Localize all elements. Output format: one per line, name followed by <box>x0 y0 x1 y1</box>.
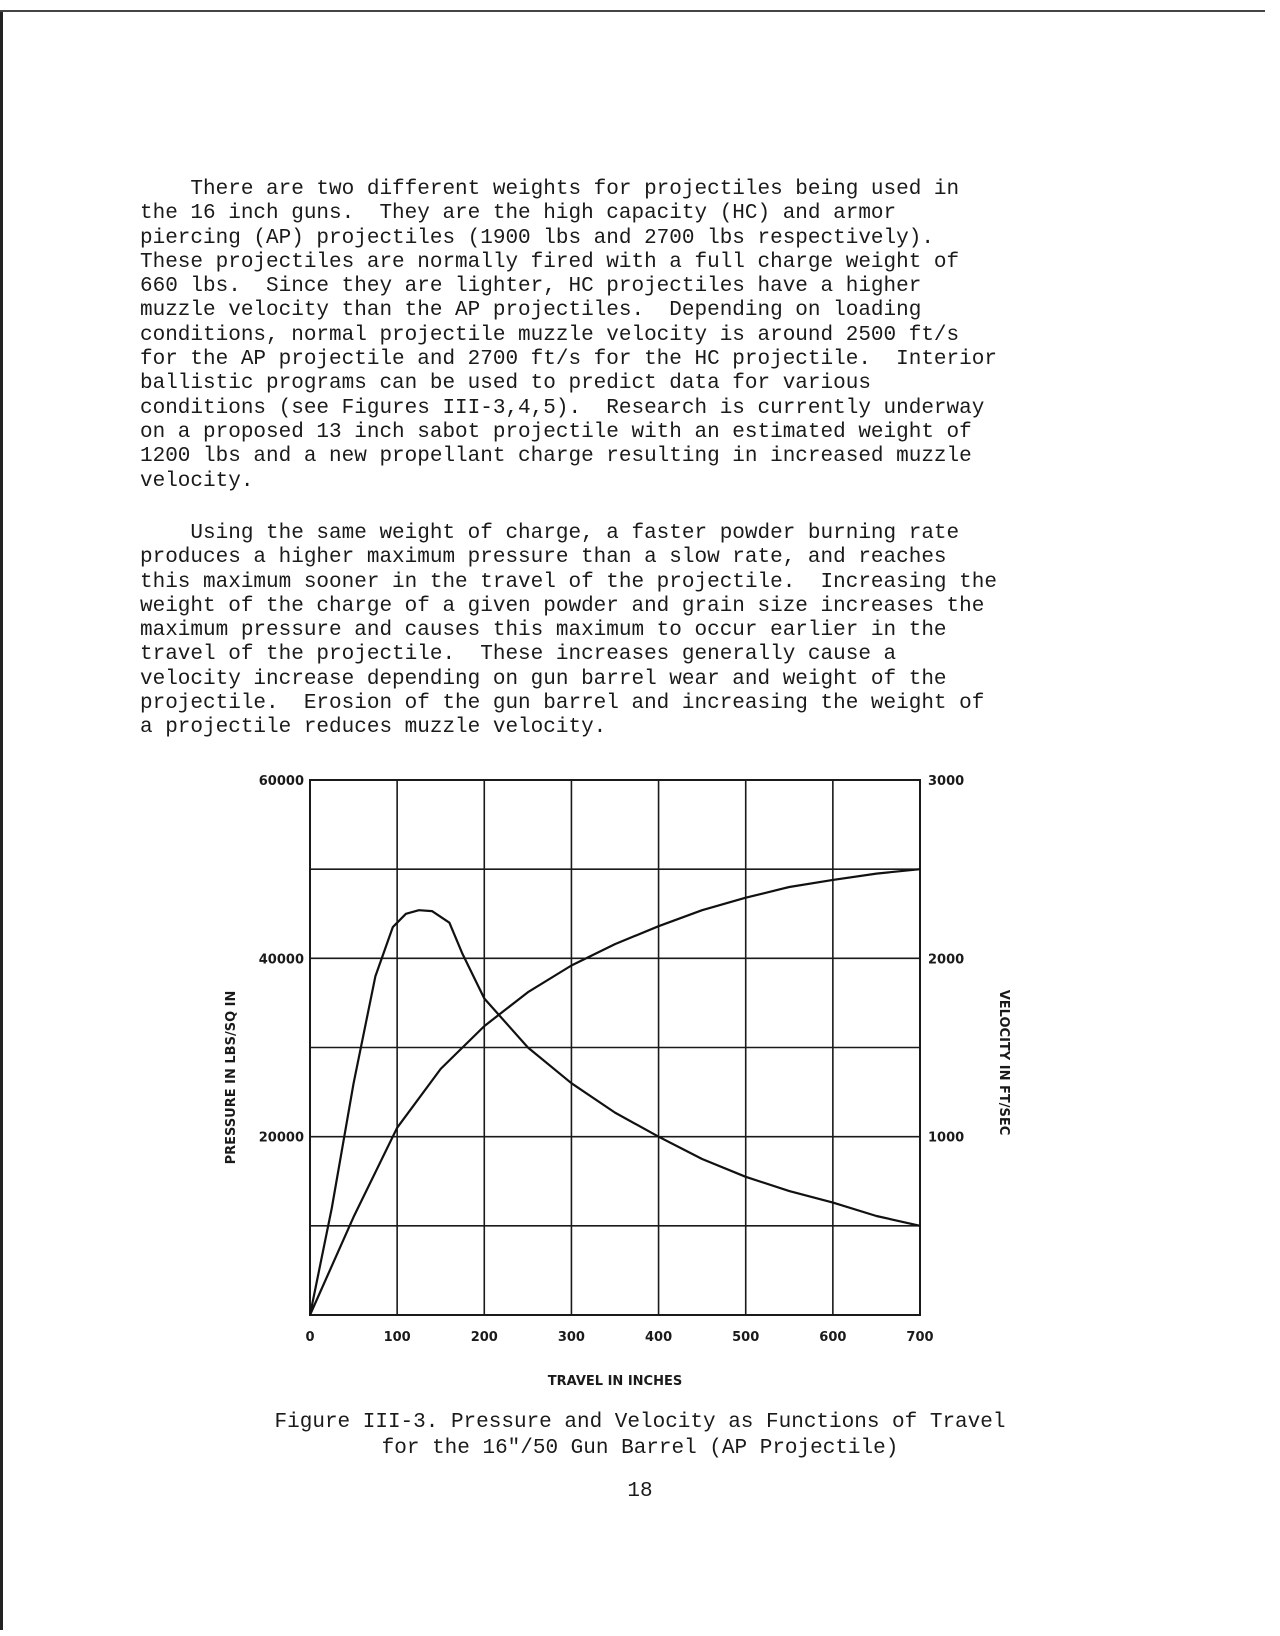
x-axis-label: TRAVEL IN INCHES <box>547 1374 683 1389</box>
x-tick-label: 500 <box>732 1330 760 1345</box>
x-tick-label: 600 <box>819 1330 847 1345</box>
body-paragraph-2: Using the same weight of charge, a faster powder burning rate produces a higher maximum pressure than a slow rate, and reaches this maximum sooner in the travel of the projectile. Increasing the weight of the charge of a given powder and grain size increases the maximum pressure and causes this maximum to occur earlier in the travel of the projectile. These increases generally cause a velocity increase depending on gun barrel wear and weight of the projectile. Erosion of the gun barrel and increasing the weight of a projectile reduces muzzle velocity. <box>140 522 997 740</box>
body-paragraph-1: There are two different weights for projectiles being used in the 16 inch guns. They are the high capacity (HC) and armor piercing (AP) projectiles (1900 lbs and 2700 lbs respectively). These projectiles are normally fired with a full charge weight of 660 lbs. Since they are lighter, HC projectiles have a higher muzzle velocity than the AP projectiles. Depending on loading conditions, normal projectile muzzle velocity is around 2500 ft/s for the AP projectile and 2700 ft/s for the HC projectile. Interior ballistic programs can be used to predict data for various conditions (see Figures III-3,4,5). Research is currently underway on a proposed 13 inch sabot projectile with an estimated weight of 1200 lbs and a new propellant charge resulting in increased muzzle velocity. <box>140 178 997 493</box>
y2-tick-label: 3000 <box>928 774 965 789</box>
x-tick-label: 300 <box>557 1330 585 1345</box>
y-tick-label: 20000 <box>258 1130 304 1146</box>
y-tick-label: 60000 <box>258 774 304 789</box>
chart-curves <box>310 869 920 1315</box>
y-axis-label: PRESSURE IN LBS/SQ IN <box>224 990 239 1165</box>
x-tick-label: 400 <box>645 1330 673 1345</box>
figure-caption-line-2: for the 16"/50 Gun Barrel (AP Projectile) <box>381 1437 899 1460</box>
y2-tick-label: 2000 <box>928 952 965 968</box>
figure-caption-line-1: Figure III-3. Pressure and Velocity as Functions of Travel <box>274 1411 1006 1434</box>
velocity-curve <box>310 869 920 1315</box>
scan-border-top <box>0 10 1265 12</box>
x-tick-label: 700 <box>906 1330 934 1345</box>
chart-ticks <box>259 774 964 1345</box>
x-tick-label: 200 <box>470 1330 498 1345</box>
chart-grid <box>310 780 920 1315</box>
x-tick-label: 0 <box>305 1330 315 1345</box>
pressure-curve <box>310 910 920 1315</box>
y2-axis-label: VELOCITY IN FT/SEC <box>996 989 1011 1136</box>
y2-tick-label: 1000 <box>928 1130 965 1146</box>
y-tick-label: 40000 <box>258 952 304 968</box>
pressure-velocity-chart <box>210 770 1030 1390</box>
scan-border-left <box>0 10 3 1630</box>
x-tick-label: 100 <box>383 1330 411 1345</box>
page-number: 18 <box>627 1480 653 1503</box>
